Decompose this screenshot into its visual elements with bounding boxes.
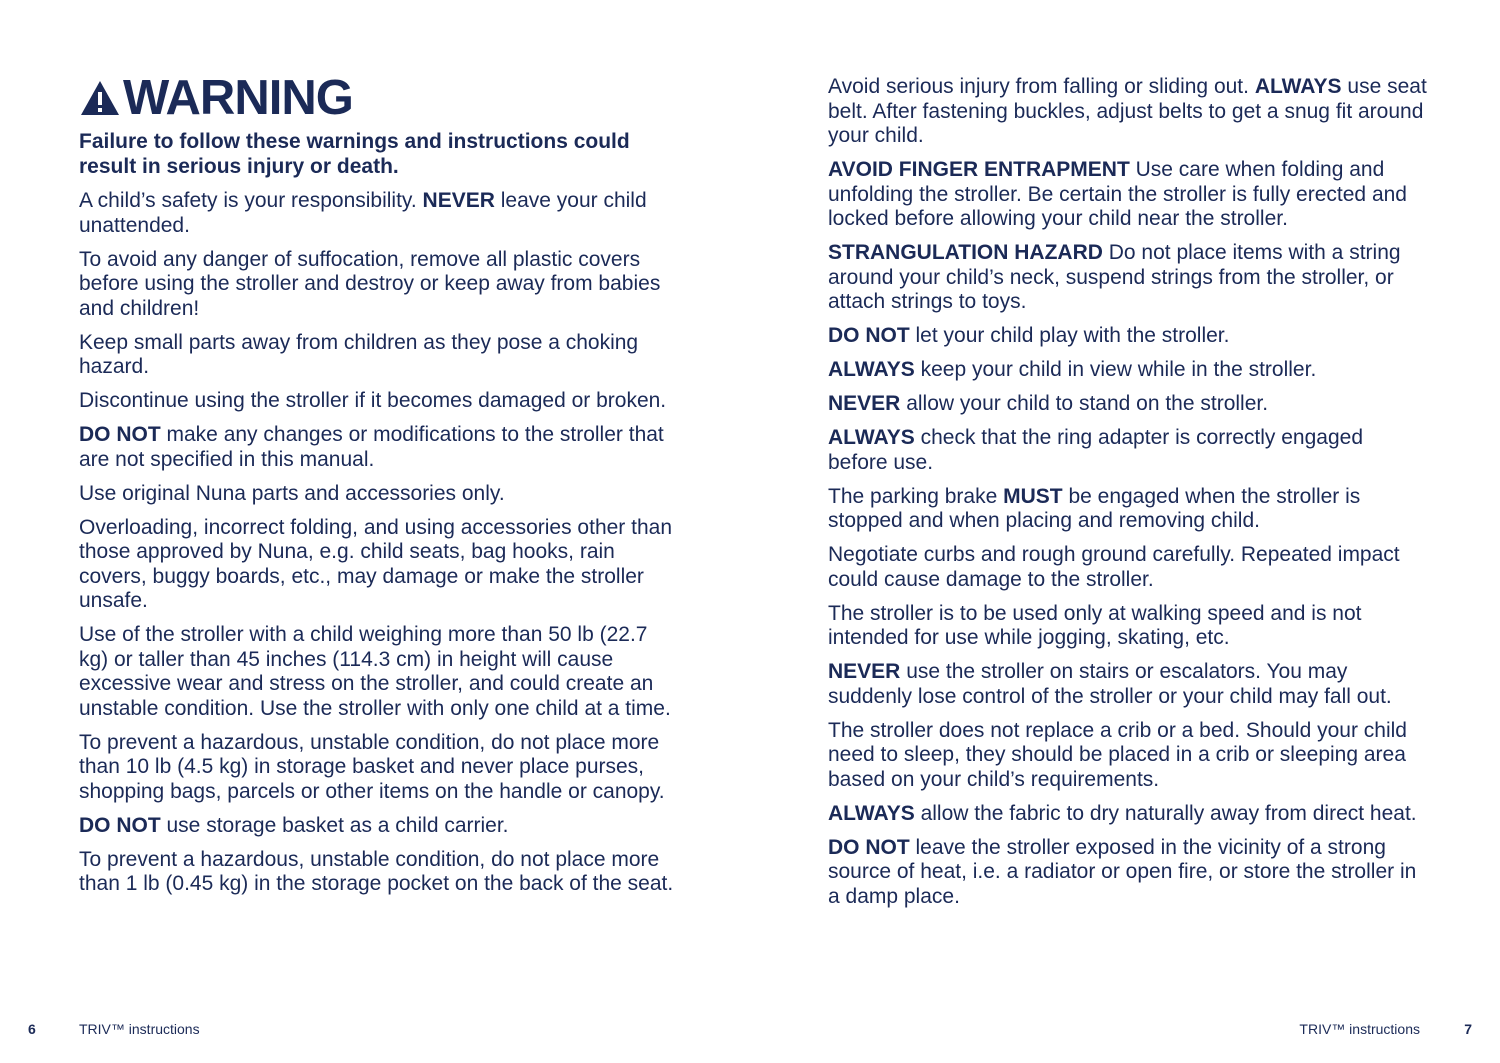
warning-paragraph — [828, 602, 1428, 651]
paragraph-emphasis: NEVER — [828, 392, 901, 415]
warning-paragraph — [79, 389, 679, 414]
paragraph-text: leave the stroller exposed in the vicinity of a strong source of heat, i.e. a radiator or open fire, or store the stroller in a damp place. — [828, 835, 1417, 908]
paragraph-pre: The parking brake — [828, 484, 1004, 508]
warning-triangle-icon — [79, 79, 121, 117]
paragraph-text: leave your child unattended. — [79, 189, 647, 237]
warning-paragraph — [828, 719, 1428, 793]
warning-paragraph — [79, 731, 679, 805]
paragraph-text: Use care when folding and unfolding the stroller. Be certain the stroller is fully erected and locked before allowing your child near the stroller. — [828, 158, 1407, 230]
warning-paragraph — [79, 423, 679, 472]
paragraph-text: use storage basket as a child carrier. — [160, 813, 509, 837]
paragraph-text: keep your child in view while in the stroller. — [914, 358, 1317, 381]
paragraph-text: To prevent a hazardous, unstable condition, do not place more than 10 lb (4.5 kg) in storage basket and never place purses, shopping bags, parcels or other items on the handle or canopy. — [79, 730, 665, 803]
warning-paragraph — [828, 241, 1428, 315]
paragraph-text: Negotiate curbs and rough ground carefully. Repeated impact could cause damage to the stroller. — [828, 543, 1400, 591]
right-page — [828, 75, 1428, 919]
paragraph-emphasis: STRANGULATION HAZARD — [828, 241, 1103, 264]
paragraph-pre: Avoid serious injury from falling or sliding out. — [828, 75, 1255, 98]
footer-text-left: TRIV™ instructions — [79, 1021, 200, 1037]
page-number-left: 6 — [28, 1021, 36, 1037]
paragraph-text: Use of the stroller with a child weighing more than 50 lb (22.7 kg) or taller than 45 inches (114.3 cm) in height will cause excessive wear and stress on the stroller, and could create an unstable condition. Use the stroller with only one child at a time. — [79, 623, 671, 720]
warning-paragraph — [828, 392, 1428, 417]
paragraph-text: check that the ring adapter is correctly engaged before use. — [828, 426, 1364, 474]
paragraph-emphasis: DO NOT — [79, 423, 161, 446]
paragraph-emphasis: AVOID FINGER ENTRAPMENT — [828, 158, 1130, 181]
paragraph-text: Use original Nuna parts and accessories only. — [79, 481, 505, 505]
paragraph-text: let your child play with the stroller. — [909, 324, 1230, 347]
paragraph-emphasis: DO NOT — [79, 813, 161, 837]
left-paragraphs — [79, 189, 679, 897]
warning-paragraph — [828, 802, 1428, 827]
paragraph-text: be engaged when the stroller is stopped and when placing and removing child. — [828, 484, 1361, 532]
warning-paragraph — [828, 543, 1428, 592]
paragraph-text: make any changes or modifications to the stroller that are not specified in this manual. — [79, 423, 664, 471]
paragraph-text: use the stroller on stairs or escalators. You may suddenly lose control of the stroller or your child may fall out. — [828, 660, 1392, 708]
paragraph-pre: A child’s safety is your responsibility. — [79, 189, 423, 212]
warning-paragraph — [828, 485, 1428, 534]
paragraph-text: The stroller does not replace a crib or a bed. Should your child need to sleep, they should be placed in a crib or sleeping area based on your child’s requirements. — [828, 718, 1407, 791]
paragraph-text: Discontinue using the stroller if it becomes damaged or broken. — [79, 389, 667, 412]
paragraph-emphasis: DO NOT — [828, 324, 910, 347]
warning-paragraph — [828, 660, 1428, 709]
warning-intro: Failure to follow these warnings and instructions could result in serious injury or death. — [79, 130, 630, 178]
right-paragraphs — [828, 75, 1428, 909]
warning-paragraph — [79, 848, 679, 897]
page-number-right: 7 — [1464, 1021, 1472, 1037]
warning-paragraph — [79, 189, 679, 238]
left-page — [79, 72, 679, 906]
warning-paragraph — [828, 158, 1428, 232]
warning-paragraph — [79, 248, 679, 322]
paragraph-emphasis: ALWAYS — [828, 358, 915, 381]
paragraph-emphasis: ALWAYS — [828, 801, 915, 825]
paragraph-text: use seat belt. After fastening buckles, adjust belts to get a snug fit around your child. — [828, 75, 1427, 147]
warning-paragraph — [79, 623, 679, 721]
paragraph-text: allow your child to stand on the stroller. — [900, 392, 1269, 415]
paragraph-text: allow the fabric to dry naturally away from direct heat. — [914, 801, 1417, 825]
warning-paragraph — [828, 75, 1428, 149]
paragraph-emphasis: ALWAYS — [828, 426, 915, 449]
paragraph-text: Overloading, incorrect folding, and using accessories other than those approved by Nuna, e.g. child seats, bag hooks, rain covers, buggy boards, etc., may damage or make the stroller unsafe. — [79, 515, 673, 612]
warning-paragraph — [828, 324, 1428, 349]
paragraph-emphasis: NEVER — [422, 189, 495, 212]
warning-paragraph — [79, 331, 679, 380]
warning-paragraph — [828, 836, 1428, 910]
paragraph-emphasis: MUST — [1003, 484, 1063, 508]
warning-paragraph — [828, 358, 1428, 383]
footer-text-right: TRIV™ instructions — [1299, 1021, 1420, 1037]
paragraph-emphasis: NEVER — [828, 660, 901, 683]
warning-title: WARNING — [123, 71, 353, 125]
warning-paragraph — [828, 426, 1428, 475]
warning-paragraph — [79, 482, 679, 507]
warning-heading — [79, 72, 679, 124]
paragraph-emphasis: ALWAYS — [1254, 75, 1342, 98]
paragraph-text: To avoid any danger of suffocation, remove all plastic covers before using the stroller and destroy or keep away from babies and children! — [79, 247, 661, 320]
paragraph-text: The stroller is to be used only at walking speed and is not intended for use while jogging, skating, etc. — [828, 601, 1362, 649]
paragraph-text: Do not place items with a string around your child’s neck, suspend strings from the stroller, or attach strings to toys. — [828, 241, 1401, 313]
warning-paragraph — [79, 516, 679, 614]
warning-paragraph — [79, 814, 679, 839]
paragraph-emphasis: DO NOT — [828, 835, 910, 859]
paragraph-text: To prevent a hazardous, unstable condition, do not place more than 1 lb (0.45 kg) in the storage pocket on the back of the seat. — [79, 847, 674, 895]
paragraph-text: Keep small parts away from children as they pose a choking hazard. — [79, 330, 639, 378]
